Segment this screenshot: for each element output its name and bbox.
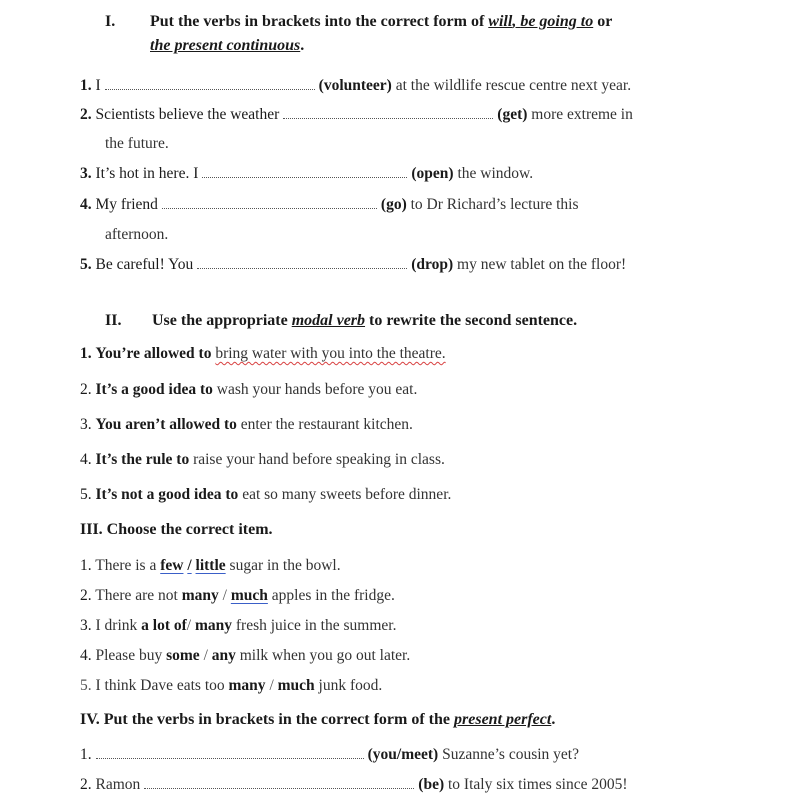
s3-item-3-number: 3. bbox=[80, 617, 92, 634]
s3-item-4-option-1[interactable]: some bbox=[166, 647, 200, 664]
section-4-title bbox=[80, 710, 555, 730]
s1-item-4-number: 4. bbox=[80, 196, 92, 213]
s3-item-3 bbox=[80, 616, 396, 636]
s2-item-1-rest: bring water with you into the theatre. bbox=[215, 345, 446, 362]
s1-item-4-pre: My friend bbox=[95, 196, 158, 213]
s3-item-4-option-2[interactable]: any bbox=[211, 647, 236, 664]
s4-item-1-number: 1. bbox=[80, 746, 92, 763]
s4-item-2-verb: (be) bbox=[418, 776, 445, 793]
s3-item-3-option-1[interactable]: a lot of bbox=[141, 617, 187, 634]
s3-item-1-post: sugar in the bowl. bbox=[229, 557, 341, 574]
s3-item-1-option-2[interactable]: little bbox=[195, 557, 226, 574]
s3-item-5-sep: / bbox=[269, 677, 274, 694]
s3-item-4-number: 4. bbox=[80, 647, 92, 664]
s3-item-1-option-1[interactable]: few bbox=[160, 557, 184, 574]
s1-item-3-blank[interactable] bbox=[202, 165, 407, 178]
s1-item-5-pre: Be careful! You bbox=[95, 256, 194, 273]
s2-item-5-number: 5. bbox=[80, 486, 92, 503]
s3-item-4-post: milk when you go out later. bbox=[239, 647, 411, 664]
s1-item-2-verb: (get) bbox=[497, 106, 528, 123]
s3-item-5-pre: I think Dave eats too bbox=[95, 677, 225, 694]
s1-item-5 bbox=[80, 255, 626, 275]
s3-item-3-option-2[interactable]: many bbox=[194, 617, 233, 634]
s3-item-2-sep: / bbox=[222, 587, 227, 604]
s4-item-2 bbox=[80, 775, 628, 795]
s4-item-1 bbox=[80, 745, 579, 765]
s3-item-2-option-2[interactable]: much bbox=[230, 587, 268, 604]
s1-item-5-post: my new tablet on the floor! bbox=[457, 256, 627, 273]
s1-item-1-post: at the wildlife rescue centre next year. bbox=[395, 77, 632, 94]
s1-item-5-blank[interactable] bbox=[197, 256, 407, 269]
s3-item-2-number: 2. bbox=[80, 587, 92, 604]
s1-item-4-blank[interactable] bbox=[162, 196, 377, 209]
s3-item-1 bbox=[80, 556, 341, 576]
s3-item-4-pre: Please buy bbox=[95, 647, 163, 664]
s1-item-2 bbox=[80, 105, 633, 125]
s4-item-2-blank[interactable] bbox=[144, 776, 414, 789]
s1-item-3 bbox=[80, 164, 533, 184]
s3-item-4 bbox=[80, 646, 410, 666]
section-1-title-line2 bbox=[150, 36, 304, 56]
s2-item-2 bbox=[80, 380, 417, 400]
s4-item-2-pre: Ramon bbox=[95, 776, 141, 793]
section-2-title-modal: modal verb bbox=[291, 312, 366, 329]
s2-item-4-number: 4. bbox=[80, 451, 92, 468]
s3-item-1-pre: There is a bbox=[95, 557, 157, 574]
s1-item-1 bbox=[80, 76, 631, 96]
s1-item-2-pre: Scientists believe the weather bbox=[95, 106, 280, 123]
s2-item-1-number: 1. bbox=[80, 345, 92, 362]
s1-item-5-number: 5. bbox=[80, 256, 92, 273]
s2-item-3-rest: enter the restaurant kitchen. bbox=[240, 416, 413, 433]
s3-item-3-pre: I drink bbox=[95, 617, 138, 634]
s1-item-2-continuation: the future. bbox=[105, 135, 169, 152]
s3-item-4-sep: / bbox=[203, 647, 208, 664]
s4-item-1-blank[interactable] bbox=[96, 746, 364, 759]
section-1-title-comma: , bbox=[512, 13, 521, 30]
section-2-title-b: to rewrite the second sentence. bbox=[365, 312, 578, 329]
s4-item-1-verb: (you/meet) bbox=[367, 746, 439, 763]
s2-item-2-number: 2. bbox=[80, 381, 92, 398]
s1-item-3-number: 3. bbox=[80, 165, 92, 182]
section-1-number: I. bbox=[105, 13, 116, 30]
s1-item-1-verb: (volunteer) bbox=[318, 77, 392, 94]
s3-item-2-post: apples in the fridge. bbox=[271, 587, 395, 604]
s1-item-3-pre: It’s hot in here. I bbox=[95, 165, 199, 182]
s3-item-5-option-1[interactable]: many bbox=[228, 677, 266, 694]
s1-item-2-number: 2. bbox=[80, 106, 92, 123]
s1-item-3-verb: (open) bbox=[411, 165, 454, 182]
s1-item-4 bbox=[80, 195, 579, 215]
section-1-title-pc: the present continuous bbox=[150, 37, 301, 54]
s2-item-3-number: 3. bbox=[80, 416, 92, 433]
section-4-title-dot: . bbox=[551, 711, 556, 728]
section-1-title-or: or bbox=[593, 13, 613, 30]
section-1-title-will: will bbox=[488, 13, 513, 30]
section-4-title-a: IV. Put the verbs in brackets in the correct form of the bbox=[80, 711, 455, 728]
section-1-title-dot: . bbox=[300, 37, 305, 54]
section-1-title-text: Put the verbs in brackets into the correct form of bbox=[150, 13, 489, 30]
section-2-title bbox=[152, 311, 577, 331]
s3-item-2-option-1[interactable]: many bbox=[181, 587, 219, 604]
section-1-title-going: be going to bbox=[520, 13, 594, 30]
s2-item-5-rest: eat so many sweets before dinner. bbox=[242, 486, 452, 503]
s3-item-3-sep: / bbox=[186, 617, 192, 634]
s3-item-5-post: junk food. bbox=[318, 677, 383, 694]
s2-item-3-bold: You aren’t allowed to bbox=[95, 416, 237, 433]
s2-item-4 bbox=[80, 450, 445, 470]
s3-item-2 bbox=[80, 586, 395, 606]
s3-item-3-post: fresh juice in the summer. bbox=[235, 617, 397, 634]
s1-item-4-continuation: afternoon. bbox=[105, 226, 169, 243]
s2-item-5 bbox=[80, 485, 451, 505]
s2-item-2-rest: wash your hands before you eat. bbox=[216, 381, 418, 398]
s2-item-5-bold: It’s not a good idea to bbox=[95, 486, 239, 503]
s2-item-2-bold: It’s a good idea to bbox=[95, 381, 213, 398]
section-4-title-pp: present perfect bbox=[454, 711, 552, 728]
s3-item-1-sep: / bbox=[187, 557, 192, 574]
s3-item-5-option-2[interactable]: much bbox=[277, 677, 315, 694]
s4-item-1-post: Suzanne’s cousin yet? bbox=[442, 746, 579, 763]
section-2-number: II. bbox=[105, 312, 122, 329]
s2-item-4-bold: It’s the rule to bbox=[95, 451, 190, 468]
s1-item-1-pre: I bbox=[95, 77, 101, 94]
s2-item-4-rest: raise your hand before speaking in class. bbox=[193, 451, 445, 468]
s2-item-3 bbox=[80, 415, 413, 435]
s2-item-1 bbox=[80, 344, 446, 364]
s3-item-1-number: 1. bbox=[80, 557, 92, 574]
s1-item-1-blank[interactable] bbox=[105, 77, 315, 90]
s3-item-2-pre: There are not bbox=[95, 587, 178, 604]
s4-item-2-number: 2. bbox=[80, 776, 92, 793]
s3-item-5-number: 5. bbox=[80, 677, 92, 694]
s1-item-4-verb: (go) bbox=[380, 196, 407, 213]
section-3-title: III. Choose the correct item. bbox=[80, 521, 273, 538]
s1-item-2-blank[interactable] bbox=[283, 106, 493, 119]
s1-item-3-post: the window. bbox=[457, 165, 534, 182]
section-2-title-a: Use the appropriate bbox=[152, 312, 292, 329]
s1-item-4-post: to Dr Richard’s lecture this bbox=[410, 196, 579, 213]
s1-item-5-verb: (drop) bbox=[411, 256, 454, 273]
s4-item-2-post: to Italy six times since 2005! bbox=[447, 776, 628, 793]
s1-item-2-post: more extreme in bbox=[531, 106, 633, 123]
s3-item-5 bbox=[80, 676, 382, 696]
s2-item-1-bold: You’re allowed to bbox=[95, 345, 212, 362]
s1-item-1-number: 1. bbox=[80, 77, 92, 94]
section-1-title-line1 bbox=[150, 12, 612, 32]
